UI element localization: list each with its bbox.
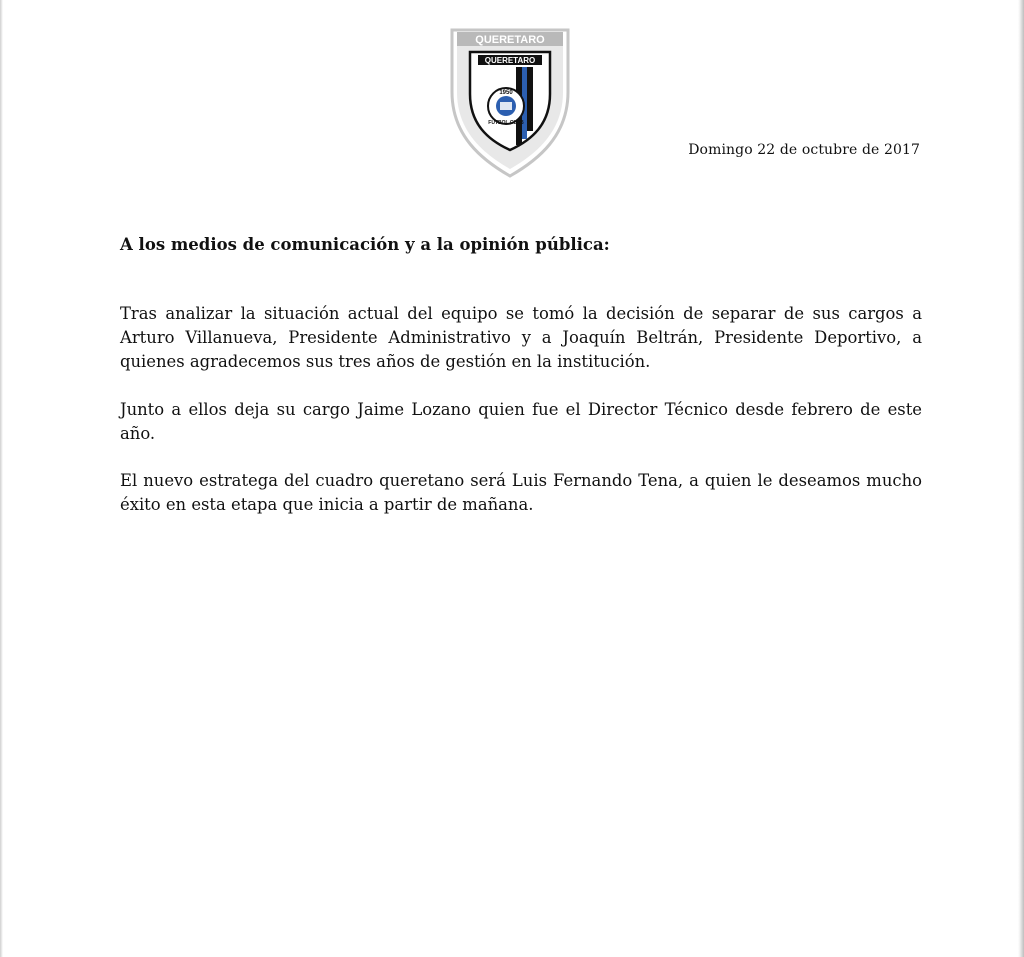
body-paragraph-2: Junto a ellos deja su cargo Jaime Lozano quien fue el Director Técnico desde febrero de este año. [120, 400, 922, 443]
queretaro-crest-logo [448, 26, 572, 178]
body-paragraph-1: Tras analizar la situación actual del equipo se tomó la decisión de separar de sus cargos a Arturo Villanueva, Presidente Administrativo y a Joaquín Beltrán, Presidente Deportivo, a quienes agradecemos sus tres años de gestión en la institución. [120, 304, 922, 371]
body-paragraph-3: El nuevo estratega del cuadro queretano será Luis Fernando Tena, a quien le deseamos mucho éxito en esta etapa que inicia a partir de mañana. [120, 471, 922, 514]
crest-banner-text: QUERETARO [475, 34, 545, 46]
document-date: Domingo 22 de octubre de 2017 [688, 142, 920, 158]
crest-ring-text: FUTBOL CLUB [488, 120, 524, 126]
page-edge-right [1018, 0, 1024, 957]
salutation-heading: A los medios de comunicación y a la opinión pública: [120, 235, 610, 254]
page-edge-left [0, 0, 3, 957]
crest-inner-text: QUERETARO [484, 56, 536, 65]
crest-year: 1950 [499, 90, 513, 96]
